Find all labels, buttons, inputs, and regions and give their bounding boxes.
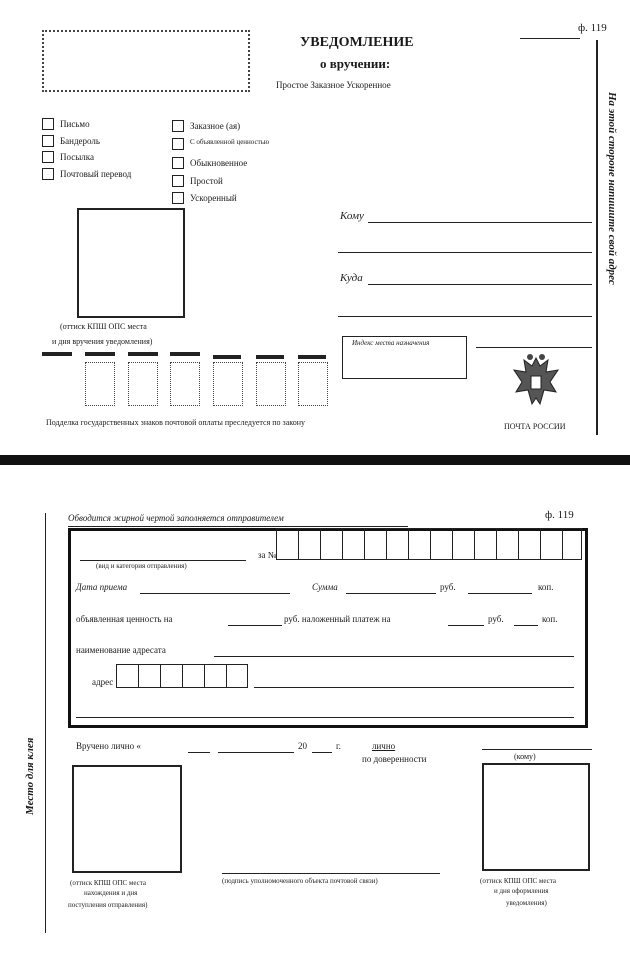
checkbox-registered[interactable]: [172, 120, 184, 132]
delivery-stamp-box: [77, 208, 185, 318]
where-line-1[interactable]: [368, 284, 592, 285]
where-label: Куда: [340, 272, 363, 284]
delivered-month-line[interactable]: [218, 752, 294, 753]
index-label: Индекс места назначения: [352, 339, 430, 347]
rub2-label: руб.: [488, 614, 504, 624]
date-line[interactable]: [140, 593, 290, 594]
label-registered: Заказное (ая): [190, 121, 241, 131]
mini-stamp-4: [213, 362, 243, 406]
checkbox-ordinary[interactable]: [172, 157, 184, 169]
value-label: объявленная ценность на: [76, 614, 173, 624]
signature-line[interactable]: [222, 873, 440, 874]
checkbox-transfer[interactable]: [42, 168, 54, 180]
front-form-number: ф. 119: [578, 22, 607, 34]
front-card: [0, 0, 630, 455]
mid-caption: (подпись уполномоченного объекта почтовой связи): [222, 877, 378, 885]
stamp-caption-2: и дня вручения уведомления): [52, 337, 153, 346]
amount-line[interactable]: [346, 593, 436, 594]
bar-1: [42, 352, 72, 356]
back-side-rule: [45, 513, 46, 933]
label-simple: Простой: [190, 176, 223, 186]
year-suffix: г.: [336, 741, 341, 751]
left-caption-3: поступления отправления): [68, 901, 148, 909]
address-line-2[interactable]: [76, 717, 574, 718]
addressee-label: наименование адресата: [76, 645, 166, 655]
front-kinds: Простое Заказное Ускоренное: [276, 80, 391, 90]
label-letter: Письмо: [60, 119, 90, 129]
front-top-rule: [520, 38, 580, 39]
front-side-rule: [596, 40, 598, 435]
bar-7: [298, 355, 326, 359]
delivered-label: Вручено лично «: [76, 741, 141, 751]
checkbox-simple[interactable]: [172, 175, 184, 187]
notice-stamp-box: [482, 763, 590, 871]
year-line[interactable]: [312, 752, 332, 753]
bar-3: [128, 352, 158, 356]
kop2-label: коп.: [542, 614, 558, 624]
back-card: [0, 465, 630, 960]
cod-line[interactable]: [448, 625, 484, 626]
address-index-cells[interactable]: [116, 664, 248, 688]
label-parcel: Посылка: [60, 152, 94, 162]
to-line-2[interactable]: [338, 252, 592, 253]
card-divider: [0, 455, 630, 465]
rub-label: руб.: [440, 582, 456, 592]
checkbox-printed[interactable]: [42, 135, 54, 147]
right-caption-3: уведомления): [506, 899, 547, 907]
label-transfer: Почтовый перевод: [60, 169, 132, 179]
bar-6: [256, 355, 284, 359]
label-declared-value: С объявленной ценностью: [190, 138, 270, 146]
bar-2: [85, 352, 115, 356]
number-label: за №: [258, 550, 277, 560]
index-side-line: [476, 347, 592, 348]
post-brand: ПОЧТА РОССИИ: [504, 422, 566, 431]
label-express: Ускоренный: [190, 193, 237, 203]
amount-label: Сумма: [312, 582, 338, 592]
checkbox-declared-value[interactable]: [172, 138, 184, 150]
address-line-1[interactable]: [254, 687, 574, 688]
eagle-emblem-icon: [510, 352, 562, 414]
year-prefix: 20: [298, 741, 307, 751]
to-whom-label: (кому): [514, 752, 536, 761]
front-title: УВЕДОМЛЕНИЕ: [300, 35, 414, 50]
to-line-1[interactable]: [368, 222, 592, 223]
postage-area: [42, 30, 250, 92]
left-caption-1: (оттиск КПШ ОПС места: [70, 879, 146, 887]
mini-stamp-3: [170, 362, 200, 406]
arrival-stamp-box: [72, 765, 182, 873]
right-caption-1: (оттиск КПШ ОПС места: [480, 877, 556, 885]
date-label: Дата приема: [76, 582, 128, 592]
to-label: Кому: [340, 210, 364, 222]
kop-line[interactable]: [468, 593, 532, 594]
back-header: Обводится жирной чертой заполняется отправителем: [68, 513, 284, 523]
addressee-line[interactable]: [214, 656, 574, 657]
kop2-line[interactable]: [514, 625, 538, 626]
back-header-rule: [68, 526, 408, 527]
bar-4: [170, 352, 200, 356]
mini-stamp-5: [256, 362, 286, 406]
kind-label: (вид и категория отправления): [96, 562, 187, 570]
mini-stamp-6: [298, 362, 328, 406]
mini-stamp-1: [85, 362, 115, 406]
checkbox-letter[interactable]: [42, 118, 54, 130]
delivered-day-line[interactable]: [188, 752, 210, 753]
checkbox-parcel[interactable]: [42, 151, 54, 163]
back-form-number: ф. 119: [545, 509, 574, 521]
where-line-2[interactable]: [338, 316, 592, 317]
label-printed: Бандероль: [60, 136, 101, 146]
back-side-text: Место для клея: [24, 737, 36, 815]
stamp-caption-1: (оттиск КПШ ОПС места: [60, 322, 147, 331]
kind-line[interactable]: [80, 560, 246, 561]
number-cells[interactable]: [276, 528, 582, 560]
forgery-warning: Подделка государственных знаков почтовой оплаты преследуется по закону: [46, 418, 305, 427]
address-label: адрес: [92, 677, 114, 687]
by-proxy-label: по доверенности: [362, 754, 427, 764]
to-whom-line[interactable]: [482, 749, 592, 750]
right-caption-2: и дня оформления: [494, 887, 549, 895]
mini-stamp-2: [128, 362, 158, 406]
left-caption-2: нахождения и дня: [84, 889, 138, 897]
value-line[interactable]: [228, 625, 282, 626]
bar-5: [213, 355, 241, 359]
personally-label: лично: [372, 741, 396, 751]
checkbox-express[interactable]: [172, 192, 184, 204]
kop-label: коп.: [538, 582, 554, 592]
front-subtitle: о вручении:: [320, 56, 391, 71]
cod-label: руб. наложенный платеж на: [284, 614, 391, 624]
label-ordinary: Обыкновенное: [190, 158, 248, 168]
front-side-text: На этой стороне напишите свой адрес: [606, 92, 618, 285]
